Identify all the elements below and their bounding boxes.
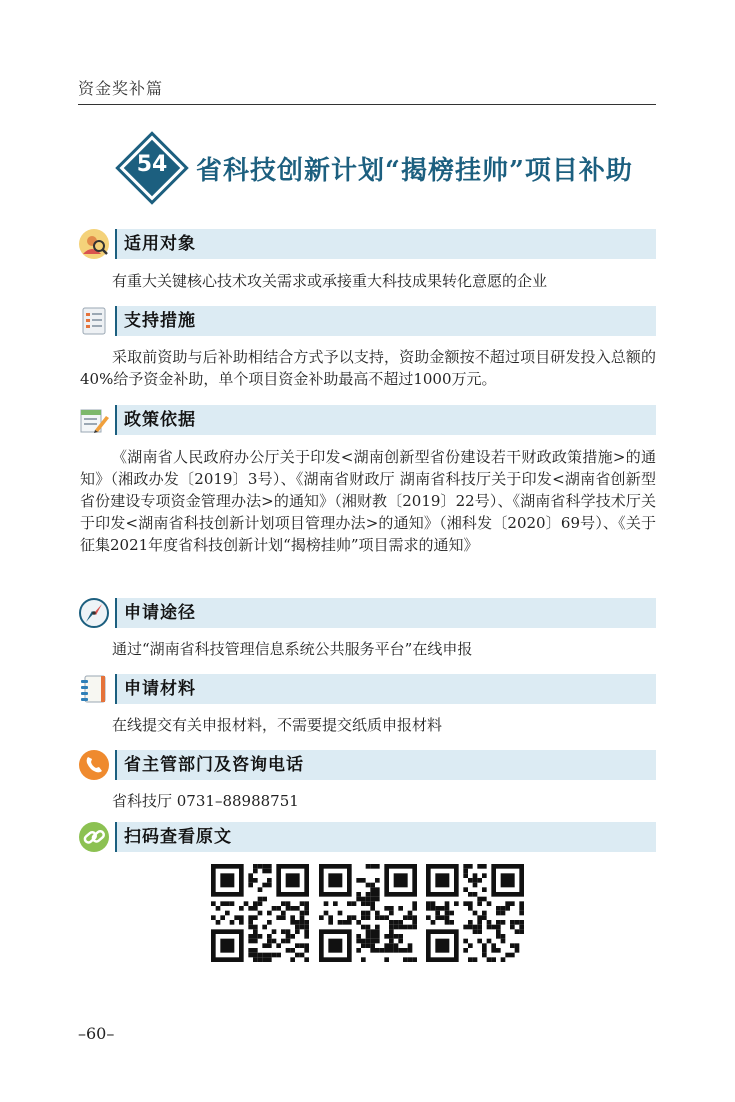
item-number-badge (116, 132, 188, 204)
section-heading-scan: 扫码查看原文 (124, 827, 232, 847)
checklist-icon (78, 305, 110, 337)
section-heading-basis: 政策依据 (124, 410, 196, 430)
running-head: 资金奖补篇 (78, 79, 164, 98)
page-title: 省科技创新计划“揭榜挂帅”项目补助 (196, 156, 633, 186)
link-icon (78, 821, 110, 853)
section-bar-channel (115, 598, 656, 628)
section-divider (115, 229, 117, 259)
header-rule (78, 104, 656, 105)
section-text-contact: 省科技厅 0731–88988751 (112, 792, 299, 810)
section-text-target: 有重大关键核心技术攻关需求或承接重大科技成果转化意愿的企业 (112, 272, 548, 290)
binder-icon (78, 673, 110, 705)
section-bar-materials (115, 674, 656, 704)
section-bar-basis (115, 405, 656, 435)
section-heading-measures: 支持措施 (124, 311, 196, 331)
section-divider (115, 306, 117, 336)
section-text-basis: 《湖南省人民政府办公厅关于印发<湖南创新型省份建设若干财政政策措施>的通知》（湘政办发〔2019〕3号）、《湖南省财政厅 湖南省科技厅关于印发<湖南省创新型省份建设专项资金管理办法>的通知》（湘财教〔2019〕22号）、《湖南省科学技术厅关于印发<湖南省科技创新计划项目管理办法>的通知》（湘科发〔2020〕69号）、《关于征集2021年度省科技创新计划“揭榜挂帅”项目需求的通知》 (80, 448, 656, 554)
section-text-measures: 采取前资助与后补助相结合方式予以支持，资助金额按不超过项目研发投入总额的40%给予资金补助，单个项目资金补助最高不超过1000万元。 (80, 348, 656, 388)
compass-icon (78, 597, 110, 629)
section-heading-channel: 申请途径 (124, 603, 196, 623)
section-divider (115, 674, 117, 704)
section-text-channel: 通过“湖南省科技管理信息系统公共服务平台”在线申报 (112, 640, 473, 658)
phone-icon (78, 749, 110, 781)
section-bar-target (115, 229, 656, 259)
section-divider (115, 598, 117, 628)
badge-number: 54 (136, 152, 168, 177)
qr-code-icon[interactable] (426, 864, 524, 962)
section-bar-measures (115, 306, 656, 336)
section-heading-materials: 申请材料 (124, 679, 196, 699)
section-heading-target: 适用对象 (124, 234, 196, 254)
section-heading-contact: 省主管部门及咨询电话 (124, 755, 304, 775)
person-magnifier-icon (78, 228, 110, 260)
qr-code-icon[interactable] (211, 864, 309, 962)
section-divider (115, 405, 117, 435)
section-divider (115, 822, 117, 852)
section-text-materials: 在线提交有关申报材料，不需要提交纸质申报材料 (112, 716, 443, 734)
page-number: –60– (78, 1024, 115, 1043)
section-divider (115, 750, 117, 780)
qr-code-icon[interactable] (319, 864, 417, 962)
document-pencil-icon (78, 404, 110, 436)
